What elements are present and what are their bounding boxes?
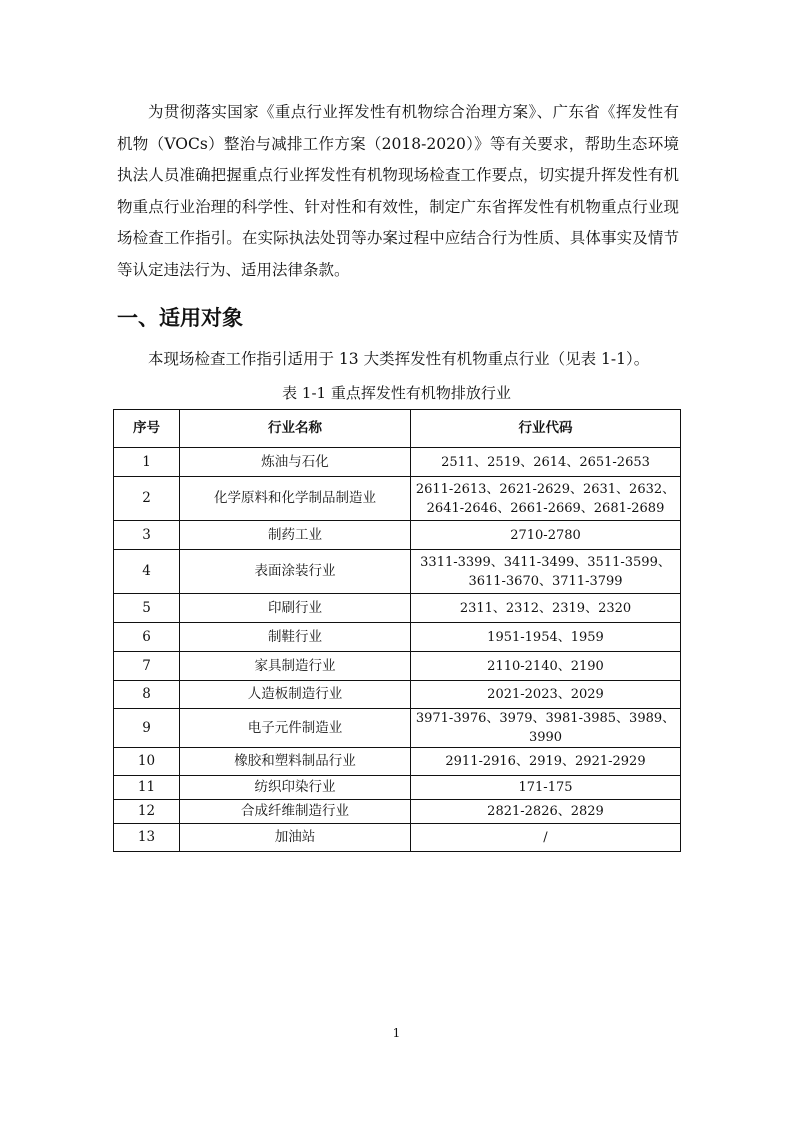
table-row [114,681,681,709]
cell-code: 2311、2312、2319、2320 [411,594,681,623]
cell-no: 12 [114,800,180,824]
cell-no: 4 [114,550,180,594]
table-row [114,776,681,800]
cell-name: 家具制造行业 [180,652,411,681]
table-caption: 表 1-1 重点挥发性有机物排放行业 [282,384,511,402]
cell-no: 10 [114,748,180,776]
header-name: 行业名称 [180,410,411,448]
table-row [114,800,681,824]
cell-name: 印刷行业 [180,594,411,623]
cell-code: 2821-2826、2829 [411,800,681,824]
table-row [114,448,681,477]
table-row [114,623,681,652]
cell-no: 5 [114,594,180,623]
cell-no: 9 [114,709,180,748]
cell-no: 1 [114,448,180,477]
scope-paragraph: 本现场检查工作指引适用于 13 大类挥发性有机物重点行业（见表 1-1）。 [148,350,650,368]
table-row [114,652,681,681]
table-row [114,709,681,748]
cell-name: 电子元件制造业 [180,709,411,748]
table-row [114,550,681,594]
cell-code: 3971-3976、3979、3981-3985、3989、3990 [411,709,681,748]
table-row [114,594,681,623]
cell-name: 橡胶和塑料制品行业 [180,748,411,776]
cell-no: 13 [114,824,180,852]
cell-code: 2611-2613、2621-2629、2631、2632、 2641-2646、2661-2669、2681-2689 [411,477,681,521]
cell-code: / [411,824,681,852]
cell-no: 7 [114,652,180,681]
cell-name: 表面涂装行业 [180,550,411,594]
cell-no: 11 [114,776,180,800]
cell-name: 人造板制造行业 [180,681,411,709]
cell-name: 制药工业 [180,521,411,550]
cell-name: 制鞋行业 [180,623,411,652]
cell-name: 加油站 [180,824,411,852]
cell-no: 8 [114,681,180,709]
cell-name: 炼油与石化 [180,448,411,477]
cell-code: 2110-2140、2190 [411,652,681,681]
cell-code: 171-175 [411,776,681,800]
table-row [114,748,681,776]
section-heading: 一、适用对象 [117,306,243,330]
cell-code: 2710-2780 [411,521,681,550]
cell-code: 2511、2519、2614、2651-2653 [411,448,681,477]
page-number: 1 [392,1026,401,1040]
cell-code: 1951-1954、1959 [411,623,681,652]
header-code: 行业代码 [411,410,681,448]
cell-name: 合成纤维制造行业 [180,800,411,824]
table-row [114,477,681,521]
cell-code: 2021-2023、2029 [411,681,681,709]
cell-name: 纺织印染行业 [180,776,411,800]
intro-paragraph: 为贯彻落实国家《重点行业挥发性有机物综合治理方案》、广东省《挥发性有机物（VOCs）整治与减排工作方案（2018-2020）》等有关要求，帮助生态环境执法人员准确把握重点行业挥发性有机物现场检查工作要点，切实提升挥发性有机物重点行业治理的科学性、针对性和有效性，制定广东省挥发性有机物重点行业现场检查工作指引。在实际执法处罚等办案过程中应结合行为性质、具体事实及情节等认定违法行为、适用法律条款。 [117,103,679,279]
cell-no: 2 [114,477,180,521]
header-no: 序号 [114,410,180,448]
cell-name: 化学原料和化学制品制造业 [180,477,411,521]
cell-no: 6 [114,623,180,652]
cell-no: 3 [114,521,180,550]
industry-table [113,409,681,852]
cell-code: 2911-2916、2919、2921-2929 [411,748,681,776]
cell-code: 3311-3399、3411-3499、3511-3599、 3611-3670、3711-3799 [411,550,681,594]
table-header-row [114,410,681,448]
table-row [114,824,681,852]
table-row [114,521,681,550]
